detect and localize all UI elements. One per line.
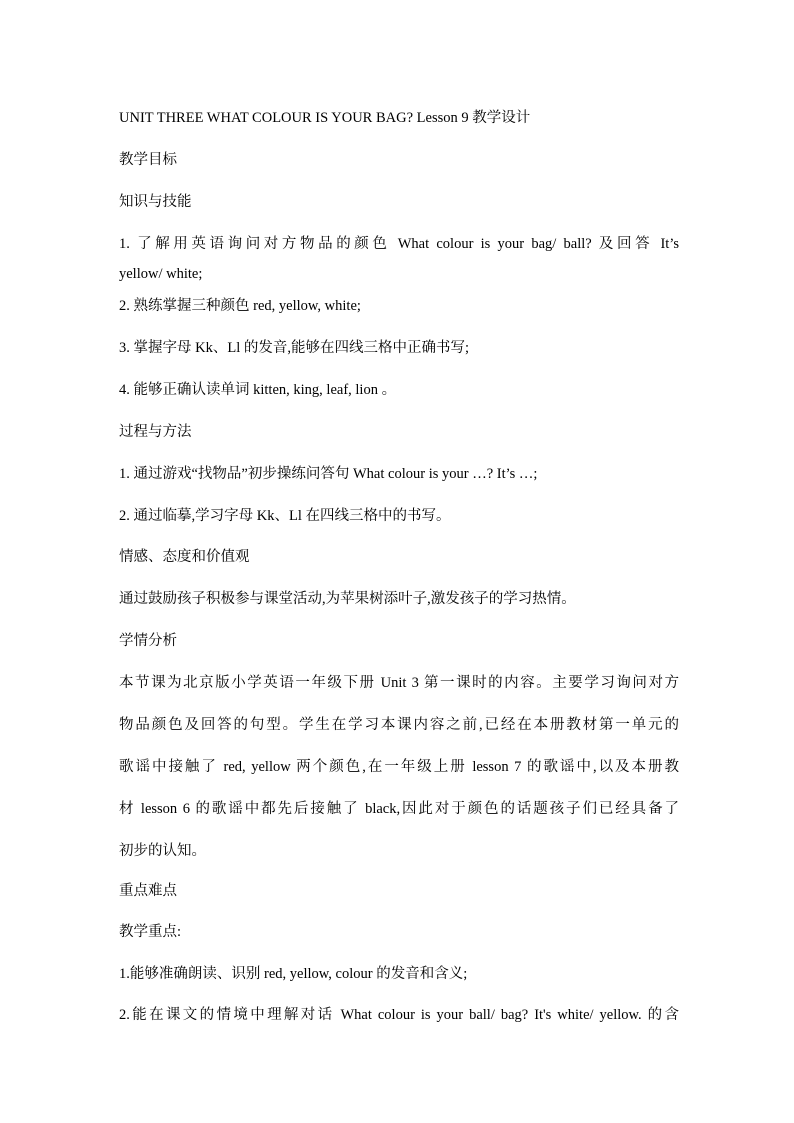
key-point-1: 1.能够准确朗读、识别 red, yellow, colour 的发音和含义;	[119, 966, 468, 982]
analysis-line-2: 物品颜色及回答的句型。学生在学习本课内容之前,已经在本册教材第一单元的	[119, 717, 679, 733]
knowledge-item-3: 3. 掌握字母 Kk、Ll 的发音,能够在四线三格中正确书写;	[119, 340, 470, 356]
subheading-knowledge-skills: 知识与技能	[119, 194, 192, 210]
knowledge-item-1-line-1: 1. 了解用英语询问对方物品的颜色 What colour is your bag/ ball? 及回答 It’s	[119, 236, 679, 252]
heading-key-difficult-points: 重点难点	[119, 883, 177, 899]
analysis-line-1: 本节课为北京版小学英语一年级下册 Unit 3 第一课时的内容。主要学习询问对方	[119, 675, 679, 691]
process-item-2: 2. 通过临摹,学习字母 Kk、Ll 在四线三格中的书写。	[119, 508, 451, 524]
analysis-line-3: 歌谣中接触了 red, yellow 两个颜色,在一年级上册 lesson 7 的歌谣中,以及本册教	[119, 759, 679, 775]
process-item-1: 1. 通过游戏“找物品”初步操练问答句 What colour is your …? It’s …;	[119, 466, 538, 482]
analysis-line-5: 初步的认知。	[119, 843, 206, 859]
subheading-teaching-key-points: 教学重点:	[119, 924, 182, 940]
attitude-text: 通过鼓励孩子积极参与课堂活动,为苹果树添叶子,激发孩子的学习热情。	[119, 591, 576, 607]
knowledge-item-2: 2. 熟练掌握三种颜色 red, yellow, white;	[119, 298, 361, 314]
heading-student-analysis: 学情分析	[119, 633, 177, 649]
subheading-attitude-values: 情感、态度和价值观	[119, 549, 250, 565]
knowledge-item-4: 4. 能够正确认读单词 kitten, king, leaf, lion 。	[119, 382, 397, 398]
key-point-2: 2.能在课文的情境中理解对话 What colour is your ball/ bag? It's white/ yellow. 的含	[119, 1007, 679, 1023]
analysis-line-4: 材 lesson 6 的歌谣中都先后接触了 black,因此对于颜色的话题孩子们已经具备了	[119, 801, 679, 817]
heading-teaching-goals: 教学目标	[119, 152, 177, 168]
subheading-process-methods: 过程与方法	[119, 424, 192, 440]
document-title: UNIT THREE WHAT COLOUR IS YOUR BAG? Lesson 9 教学设计	[119, 110, 531, 126]
knowledge-item-1-line-2: yellow/ white;	[119, 266, 203, 282]
